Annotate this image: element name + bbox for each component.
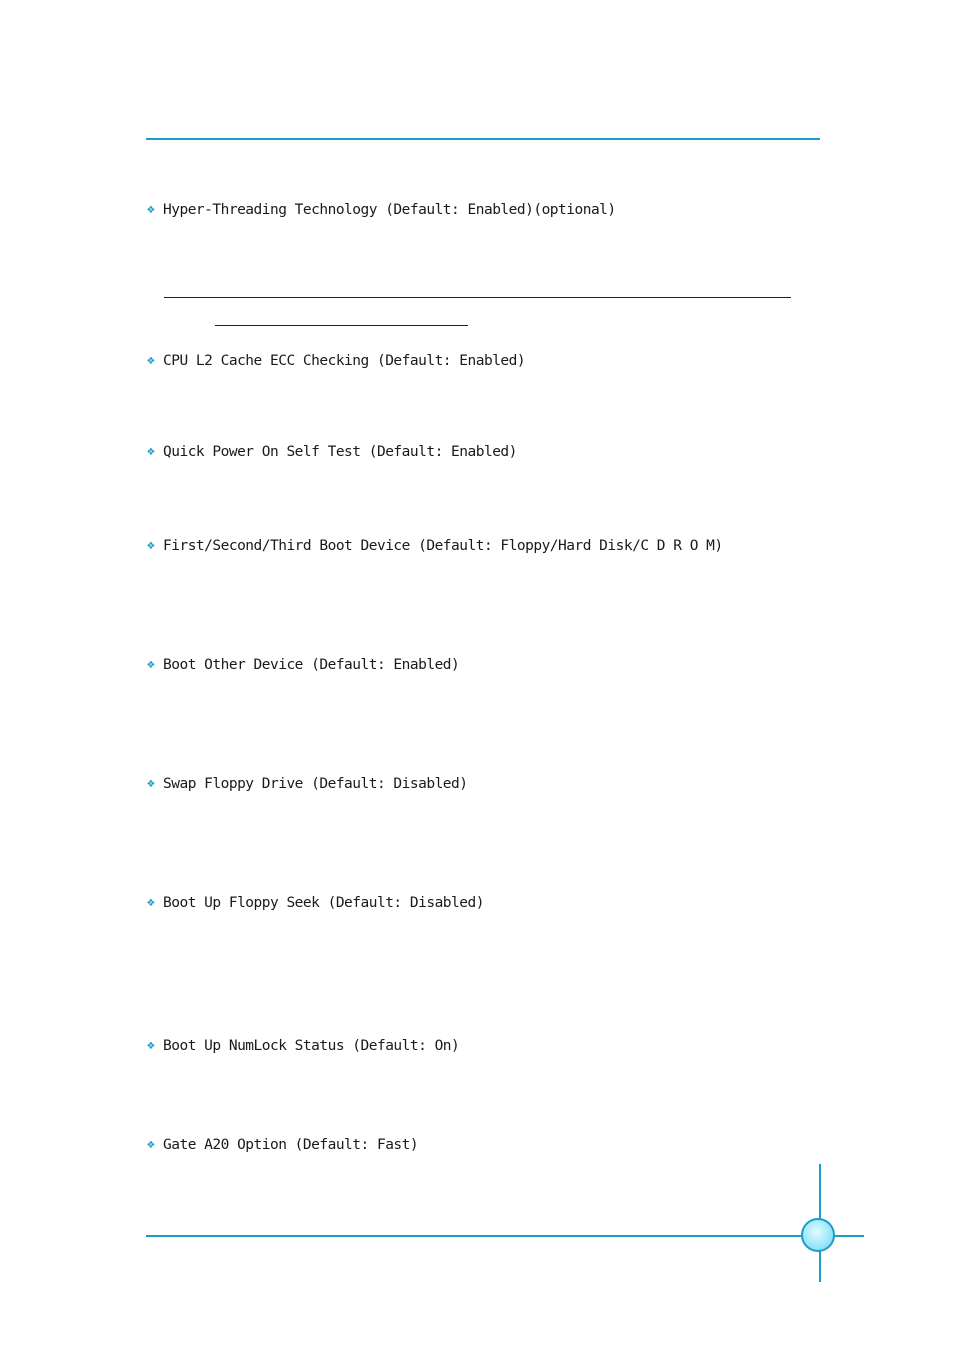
item-boot-other-device xyxy=(147,655,459,675)
item-boot-up-floppy-seek xyxy=(147,893,484,913)
diamond-bullet-icon: ❖ xyxy=(147,895,155,910)
item-title: Gate A20 Option (Default: Fast) xyxy=(163,1137,419,1153)
diamond-bullet-icon: ❖ xyxy=(147,657,155,672)
item-cpu-l2-cache-ecc xyxy=(147,351,525,371)
text-underline-short xyxy=(215,325,468,326)
item-gate-a20-option xyxy=(147,1135,418,1155)
diamond-bullet-icon: ❖ xyxy=(147,1038,155,1053)
item-swap-floppy-drive xyxy=(147,774,468,794)
item-title: First/Second/Third Boot Device (Default: Floppy/Hard Disk/C D R O M) xyxy=(163,538,723,554)
item-title: Hyper-Threading Technology (Default: Enabled)(optional) xyxy=(163,202,616,218)
item-boot-device-order xyxy=(147,536,723,556)
item-boot-up-numlock-status xyxy=(147,1036,459,1056)
diamond-bullet-icon: ❖ xyxy=(147,1137,155,1152)
diamond-bullet-icon: ❖ xyxy=(147,444,155,459)
item-title: Boot Other Device (Default: Enabled) xyxy=(163,657,460,673)
item-title: Swap Floppy Drive (Default: Disabled) xyxy=(163,776,468,792)
item-title: Quick Power On Self Test (Default: Enabled) xyxy=(163,444,517,460)
item-title: Boot Up NumLock Status (Default: On) xyxy=(163,1038,460,1054)
item-title: Boot Up Floppy Seek (Default: Disabled) xyxy=(163,895,484,911)
diamond-bullet-icon: ❖ xyxy=(147,202,155,217)
top-rule xyxy=(146,138,820,140)
diamond-bullet-icon: ❖ xyxy=(147,353,155,368)
item-hyper-threading xyxy=(147,200,616,220)
text-underline-long xyxy=(164,297,791,298)
item-title: CPU L2 Cache ECC Checking (Default: Enabled) xyxy=(163,353,526,369)
diamond-bullet-icon: ❖ xyxy=(147,538,155,553)
page-corner-circle-icon xyxy=(801,1218,835,1252)
item-quick-power-on-self-test xyxy=(147,442,517,462)
bottom-rule xyxy=(146,1235,864,1237)
diamond-bullet-icon: ❖ xyxy=(147,776,155,791)
